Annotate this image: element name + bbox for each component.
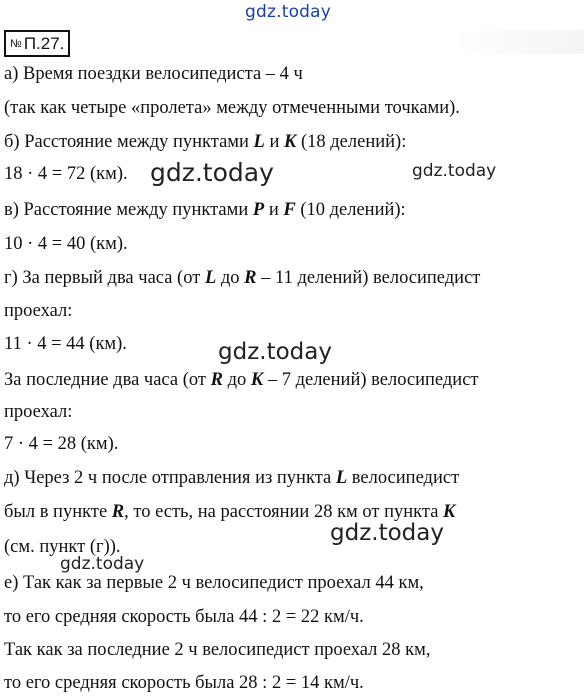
watermark-2: gdz.today	[412, 161, 497, 181]
watermark-top: gdz.today	[245, 2, 332, 22]
line-15: (см. пункт (г)).	[4, 537, 121, 557]
line-17: то его средняя скорость была 44 : 2 = 22 км/ч.	[4, 607, 364, 627]
line-7: г) За первый два часа (от L до R – 11 делений) велосипедист	[4, 268, 481, 288]
line-5: в) Расстояние между пунктами P и F (10 делений):	[4, 200, 406, 220]
line-13: д) Через 2 ч после отправления из пункта L велосипедист	[4, 468, 460, 488]
line-19: то его средняя скорость была 28 : 2 = 14 км/ч.	[4, 673, 364, 693]
watermark-1: gdz.today	[150, 158, 274, 187]
line-10: За последние два часа (от R до K – 7 делений) велосипедист	[4, 370, 479, 390]
line-14: был в пункте R, то есть, на расстоянии 28 км от пункта K	[4, 502, 456, 522]
line-9: 11 · 4 = 44 (км).	[4, 334, 127, 354]
line-8: проехал:	[4, 301, 73, 321]
line-11: проехал:	[4, 402, 73, 422]
line-16: е) Так как за первые 2 ч велосипедист проехал 44 км,	[4, 573, 424, 593]
header-shade	[455, 30, 584, 54]
watermark-5: gdz.today	[60, 554, 145, 574]
number-sign: №	[10, 38, 22, 50]
line-6: 10 · 4 = 40 (км).	[4, 234, 128, 254]
line-4: 18 · 4 = 72 (км).	[4, 164, 128, 184]
line-3: б) Расстояние между пунктами L и K (18 делений):	[4, 132, 407, 152]
watermark-4: gdz.today	[330, 520, 444, 546]
problem-number-box	[4, 30, 70, 57]
line-1: а) Время поездки велосипедиста – 4 ч	[4, 64, 303, 84]
line-2: (так как четыре «пролета» между отмеченными точками).	[4, 98, 460, 118]
watermark-3: gdz.today	[218, 339, 332, 365]
problem-label: П.27.	[23, 34, 65, 53]
line-12: 7 · 4 = 28 (км).	[4, 434, 119, 454]
line-18: Так как за последние 2 ч велосипедист проехал 28 км,	[4, 640, 431, 660]
